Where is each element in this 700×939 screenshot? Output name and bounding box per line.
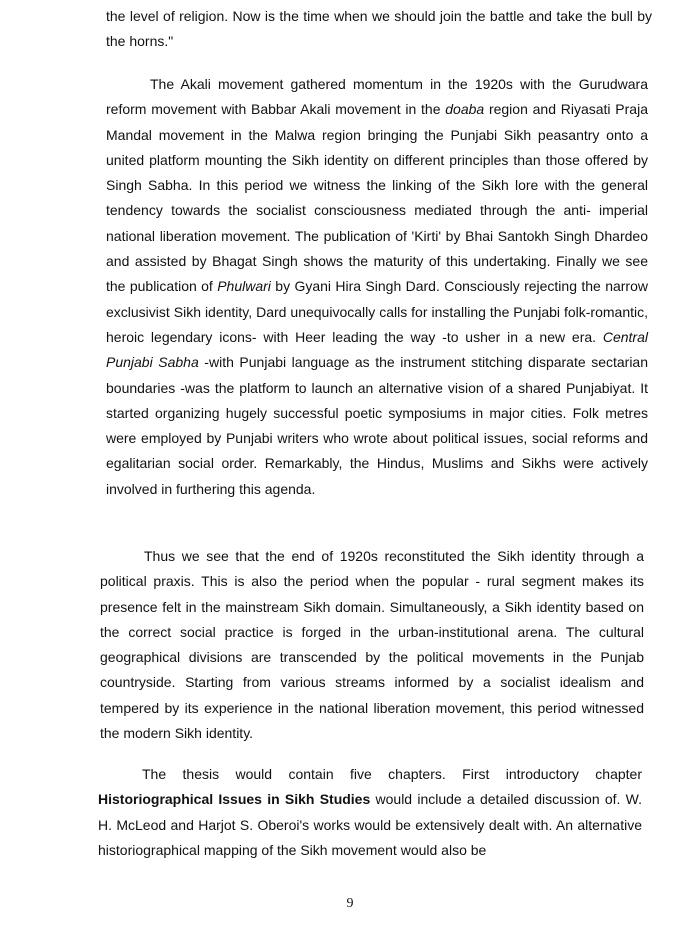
italic-term: Central Punjabi Sabha xyxy=(106,328,648,371)
paragraph-text: by Gyani Hira Singh Dard. Consciously rejecting the narrow exclusivist Sikh identity, Dard unequivocally calls for installing the Punjabi folk-romantic, heroic legendary icons- with Heer leading the way -to usher in a new era. xyxy=(106,278,648,345)
paragraph-text: Thus we see that the end of 1920s reconstituted the Sikh identity through a political praxis. This is also the period when the popular - rural segment makes its presence felt in the mainstream Sikh domain. Simultaneously, a Sikh identity based on the correct social practice is forged in the urban-institutional arena. The cultural geographical divisions are transcended by the political movements in the Punjab countryside. Starting from various streams informed by a socialist idealism and tempered by its experience in the national liberation movement, this period witnessed the modern Sikh identity. xyxy=(100,548,644,742)
paragraph-text: region and Riyasati Praja Mandal movement in the Malwa region bringing the Punjabi Sikh peasantry onto a united platform mounting the Sikh identity on different principles than those offered by Singh Sabha. In this period we witness the linking of the Sikh lore with the general tendency towards the socialist consciousness mediated through the anti- imperial national liberation movement. The publication of 'Kirti' by Bhai Santokh Singh Dhardeo and assisted by Bhagat Singh shows the maturity of this undertaking. Finally we see the publication of xyxy=(106,101,648,295)
paragraph-text: The thesis would contain five chapters. First introductory chapter xyxy=(142,766,642,782)
italic-term: Phulwari xyxy=(217,278,271,295)
paragraph-text: -with Punjabi language as the instrument stitching disparate sectarian boundaries -was the platform to launch an alternative vision of a shared Punjabiyat. It started organizing hugely successful poetic symposiums in major cities. Folk metres were employed by Punjabi writers who wrote about political issues, social reforms and egalitarian social order. Remarkably, the Hindus, Muslims and Sikhs were actively involved in furthering this agenda. xyxy=(106,354,649,497)
page-number: 9 xyxy=(346,896,354,911)
paragraph-thesis-chapters xyxy=(98,762,642,863)
paragraph-text: The Akali movement gathered momentum in the 1920s with the Gurudwara reform movement with Babbar Akali movement in the xyxy=(106,76,648,118)
paragraph-text: would include a detailed discussion of. W. H. McLeod and Harjot S. Oberoi's works would be extensively dealt with. An alternative historiographical mapping of the Sikh movement would also be xyxy=(98,791,642,858)
italic-term: doaba xyxy=(445,101,485,118)
paragraph-akali-movement xyxy=(106,72,648,502)
paragraph-continuation xyxy=(106,4,652,55)
paragraph-text: the level of religion. Now is the time when we should join the battle and take the bull by the horns." xyxy=(106,8,652,50)
paragraph-1920s-identity xyxy=(100,544,644,746)
bold-chapter-title: Historiographical Issues in Sikh Studies xyxy=(98,791,371,808)
